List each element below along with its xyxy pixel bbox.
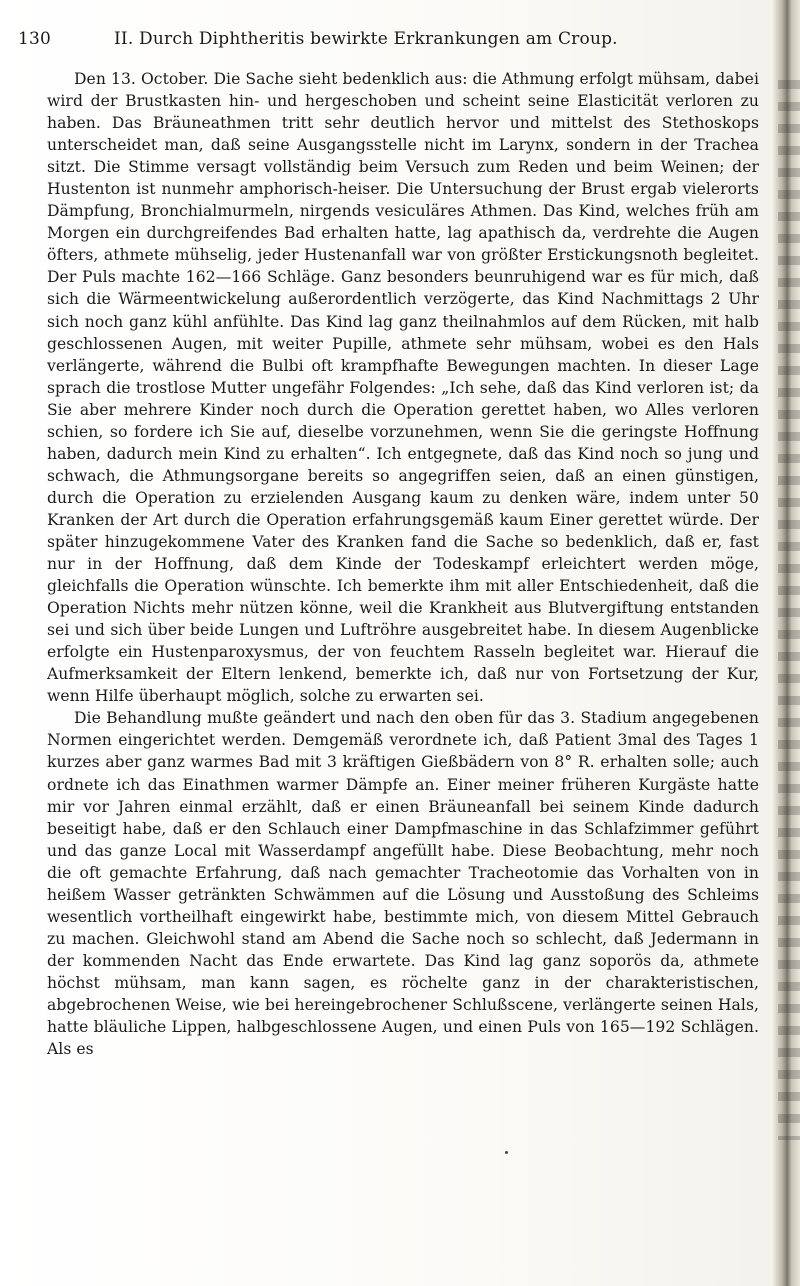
page-number: 130 (18, 29, 52, 49)
next-page-edge (778, 80, 800, 1140)
paragraph-1: Den 13. October. Die Sache sieht bedenklich aus: die Athmung erfolgt mühsam, dabei wird der Brustkasten hin- und hergeschoben und scheint seine Elasticität verloren zu haben. Das Bräuneathmen tritt sehr deutlich hervor und mittelst des Stethoskops unterscheidet man, daß seine Ausgangsstelle nicht im Larynx, sondern in der Trachea sitzt. Die Stimme versagt vollständig beim Versuch zum Reden und beim Weinen; der Hustenton ist nunmehr amphorisch-heiser. Die Untersuchung der Brust ergab vielerorts Dämpfung, Bronchialmurmeln, nirgends vesiculäres Athmen. Das Kind, welches früh am Morgen ein durchgreifendes Bad erhalten hatte, lag apathisch da, verdrehte die Augen öfters, athmete mühselig, jeder Hustenanfall war von größter Erstickungsnoth begleitet. Der Puls machte 162—166 Schläge. Ganz besonders beunruhigend war es für mich, daß sich die Wärmeentwickelung außerordentlich verzögerte, das Kind Nachmittags 2 Uhr sich noch ganz kühl anfühlte. Das Kind lag ganz theilnahmlos auf dem Rücken, mit halb geschlossenen Augen, mit weiter Pupille, athmete sehr mühsam, wobei es den Hals verlängerte, während die Bulbi oft krampfhafte Bewegungen machten. In dieser Lage sprach die trostlose Mutter ungefähr Folgendes: „Ich sehe, daß das Kind verloren ist; da Sie aber mehrere Kinder noch durch die Operation gerettet haben, wo Alles verloren schien, so fordere ich Sie auf, dieselbe vorzunehmen, wenn Sie die geringste Hoffnung haben, dadurch mein Kind zu erhalten“. Ich entgegnete, daß das Kind noch so jung und schwach, die Athmungsorgane bereits so angegriffen seien, daß an einen günstigen, durch die Operation zu erzielenden Ausgang kaum zu denken wäre, indem unter 50 Kranken der Art durch die Operation erfahrungsgemäß kaum Einer gerettet würde. Der später hinzugekommene Vater des Kranken fand die Sache so bedenklich, daß er, fast nur in der Hoffnung, daß dem Kinde der Todeskampf erleichtert werden möge, gleichfalls die Operation wünschte. Ich bemerkte ihm mit aller Entschiedenheit, daß die Operation Nichts mehr nützen könne, weil die Krankheit aus Blutvergiftung entstanden sei und sich über beide Lungen und Luftröhre ausgebreitet habe. In diesem Augenblicke erfolgte ein Hustenparoxysmus, der von feuchtem Rasseln begleitet war. Hierauf die Aufmerksamkeit der Eltern lenkend, bemerkte ich, daß nur von Fortsetzung der Kur, wenn Hilfe überhaupt möglich, solche zu erwarten sei. (47, 70, 759, 706)
body-text (47, 68, 759, 1060)
paragraph-2: Die Behandlung mußte geändert und nach den oben für das 3. Stadium angegebenen Normen eingerichtet werden. Demgemäß verordnete ich, daß Patient 3mal des Tages 1 kurzes aber ganz warmes Bad mit 3 kräftigen Gießbädern von 8° R. erhalten solle; auch ordnete ich das Einathmen warmer Dämpfe an. Einer meiner früheren Kurgäste hatte mir vor Jahren einmal erzählt, daß er einen Bräuneanfall bei seinem Kinde dadurch beseitigt habe, daß er den Schlauch einer Dampfmaschine in das Schlafzimmer geführt und das ganze Local mit Wasserdampf angefüllt habe. Diese Beobachtung, mehr noch die oft gemachte Erfahrung, daß nach gemachter Tracheotomie das Vorhalten von in heißem Wasser getränkten Schwämmen auf die Lösung und Ausstoßung des Schleims wesentlich vortheilhaft eingewirkt habe, bestimmte mich, von diesem Mittel Gebrauch zu machen. Gleichwohl stand am Abend die Sache noch so schlecht, daß Jedermann in der kommenden Nacht das Ende erwartete. Das Kind lag ganz soporös da, athmete höchst mühsam, man kann sagen, es röchelte ganz in der charakteristischen, abgebrochenen Weise, wie bei hereingebrochener Schlußscene, verlängerte seinen Hals, hatte bläuliche Lippen, halbgeschlossene Augen, und einen Puls von 165—192 Schlägen. Als es (47, 709, 759, 1059)
running-head: II. Durch Diphtheritis bewirkte Erkrankungen am Croup. (114, 29, 618, 49)
page-header (18, 27, 758, 51)
print-mark (505, 1151, 508, 1154)
